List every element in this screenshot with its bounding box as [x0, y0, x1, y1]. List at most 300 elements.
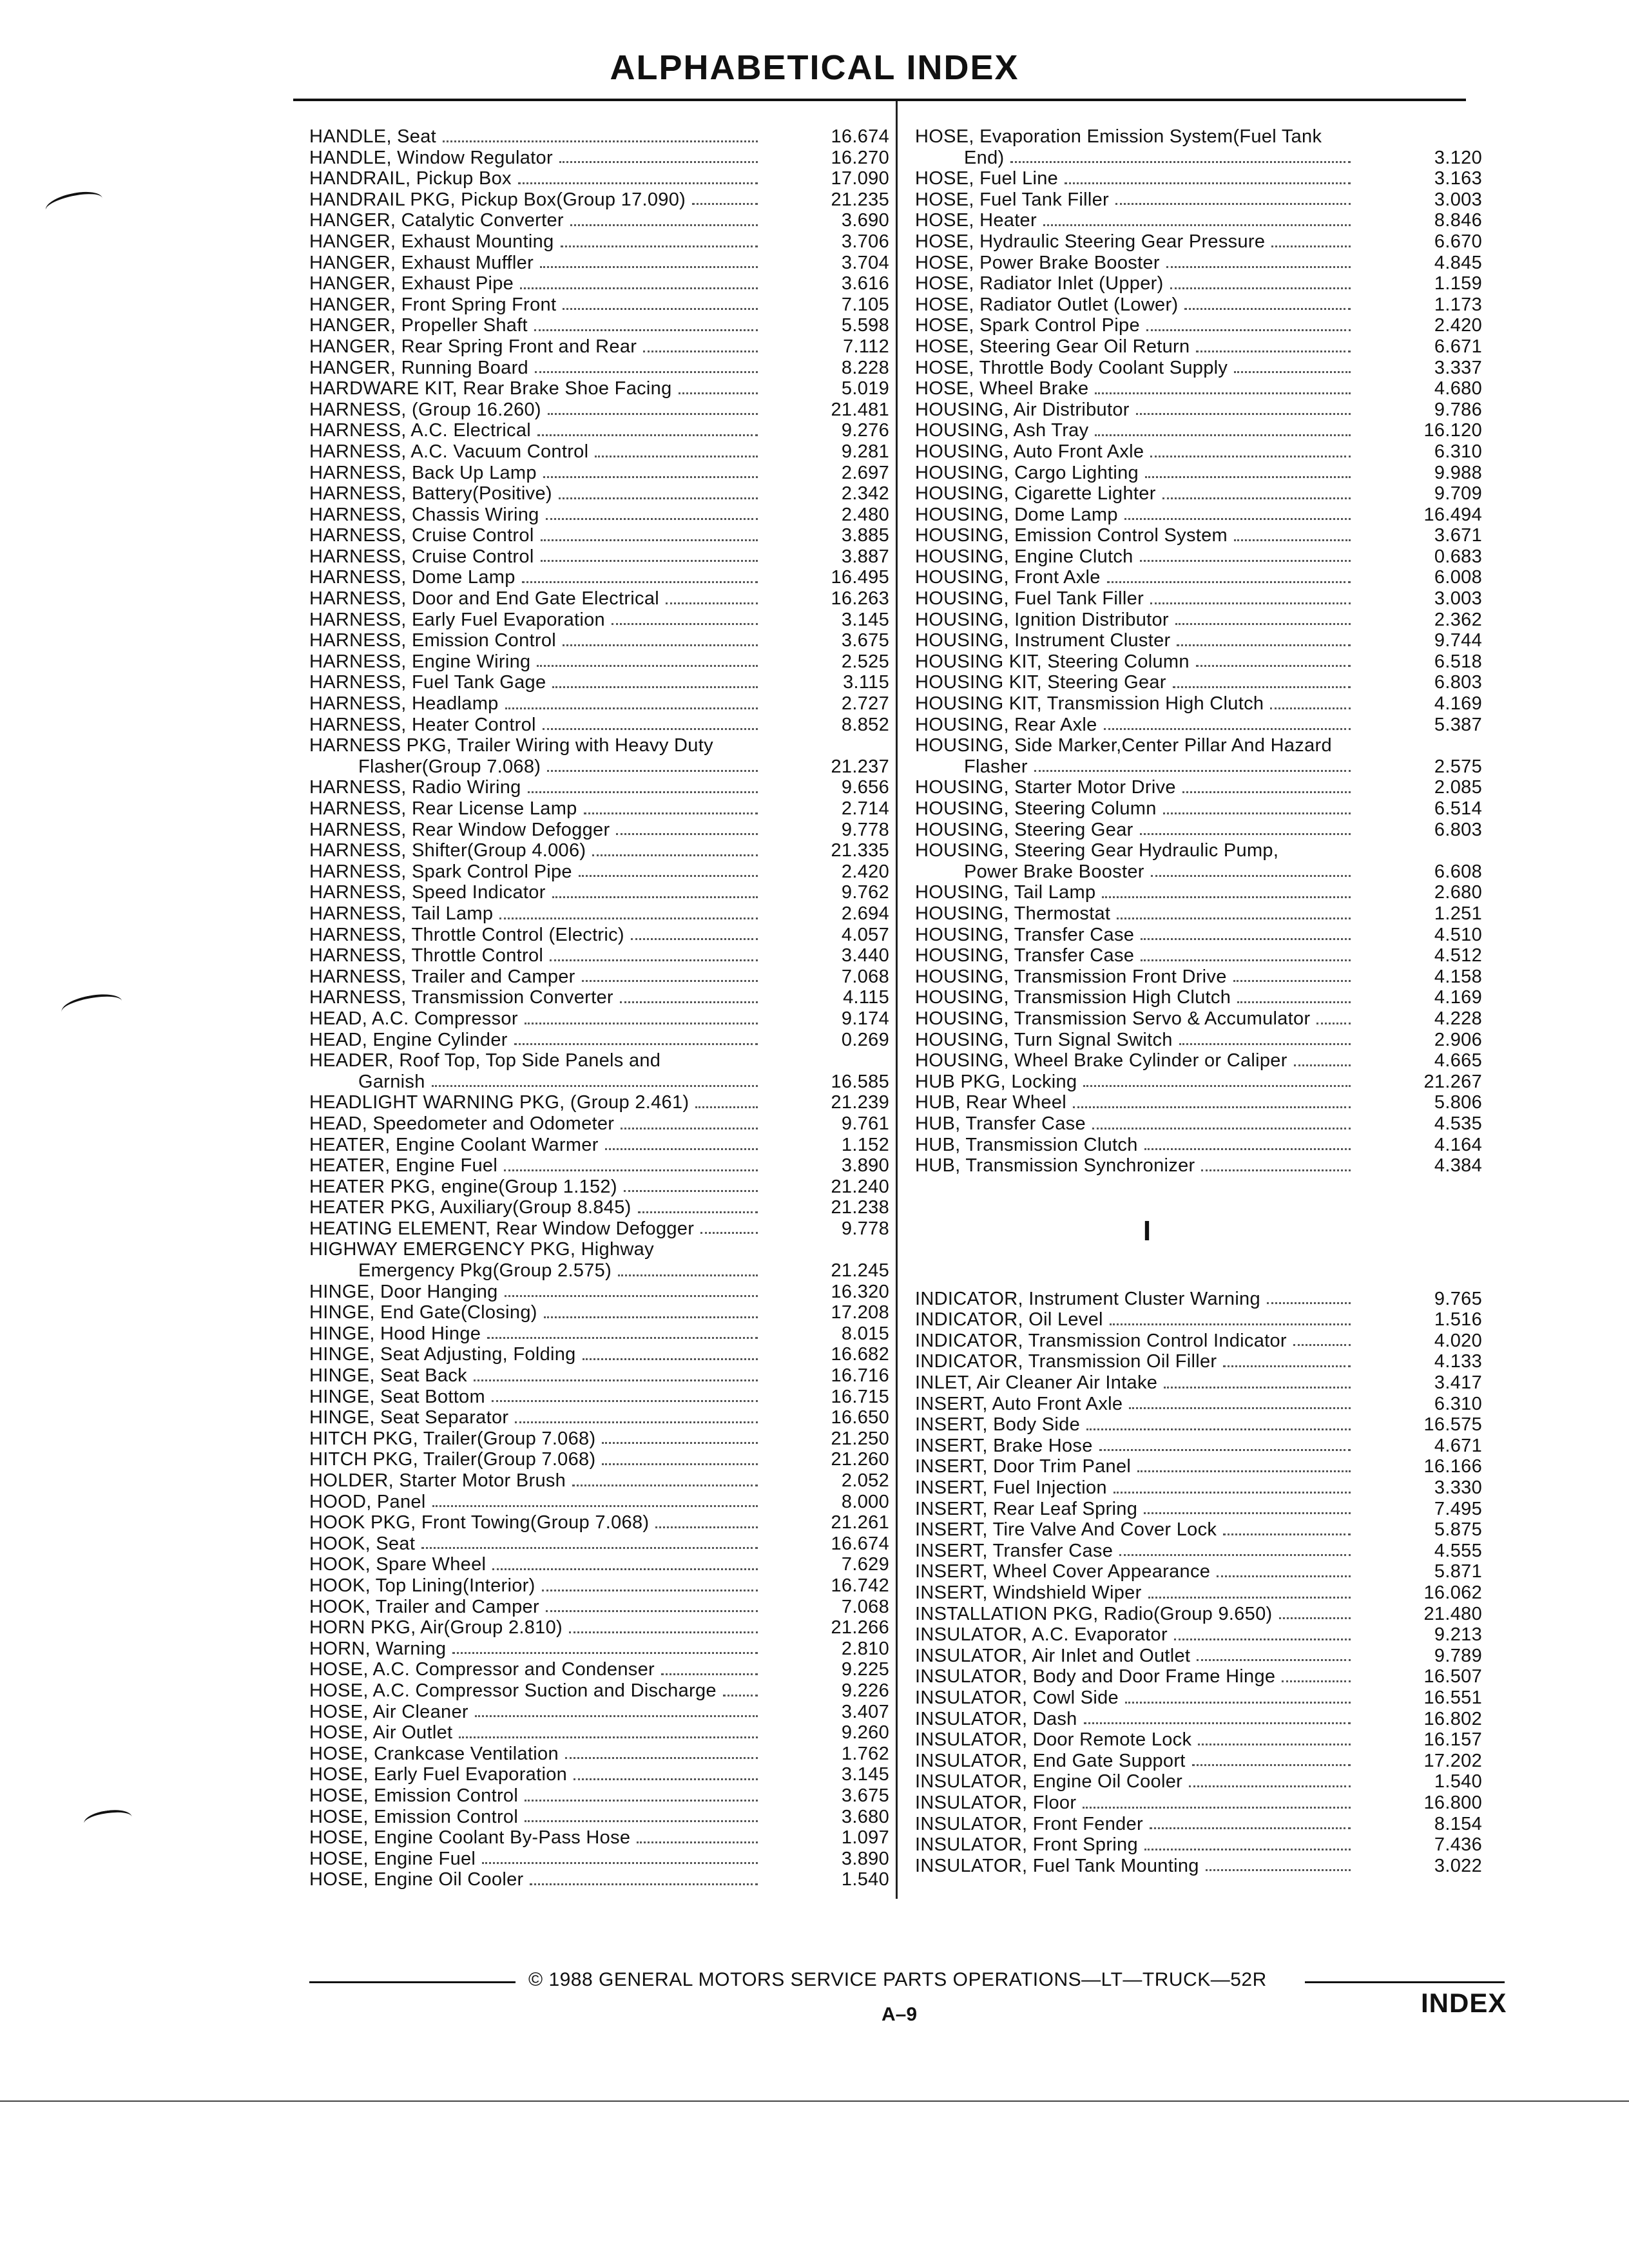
dot-leader — [1175, 623, 1351, 625]
index-entry-page: 6.803 — [1434, 819, 1482, 840]
index-entry-page: 9.213 — [1434, 1624, 1482, 1646]
index-entry — [915, 1519, 1482, 1541]
index-entry-page: 16.802 — [1423, 1708, 1482, 1729]
dot-leader — [612, 623, 758, 625]
index-entry-label: HINGE, Seat Back — [309, 1365, 467, 1387]
index-entry — [915, 315, 1482, 336]
index-entry-page: 9.762 — [841, 882, 889, 903]
dot-leader — [637, 1841, 758, 1843]
index-entry — [309, 420, 889, 441]
dot-leader — [505, 707, 758, 709]
index-entry-label: HARNESS, Transmission Converter — [309, 987, 613, 1008]
dot-leader — [522, 581, 758, 583]
index-entry-page: 4.510 — [1434, 924, 1482, 945]
index-entry — [309, 861, 889, 883]
index-entry-label: HARNESS PKG, Trailer Wiring with Heavy Duty — [309, 735, 713, 756]
dot-leader — [432, 1085, 758, 1087]
index-entry-page: 8.852 — [841, 714, 889, 735]
index-entry-label: HARNESS, A.C. Vacuum Control — [309, 441, 589, 462]
index-entry — [915, 861, 1482, 883]
index-entry — [309, 1533, 889, 1555]
dot-leader — [1092, 1128, 1351, 1129]
index-entry-page: 3.671 — [1434, 525, 1482, 546]
index-entry-label: HORN, Warning — [309, 1638, 447, 1659]
index-entry-page: 9.276 — [841, 420, 889, 441]
dot-leader — [541, 560, 758, 562]
index-entry — [915, 777, 1482, 798]
index-entry — [915, 546, 1482, 568]
index-entry — [309, 1849, 889, 1870]
index-entry — [309, 1659, 889, 1680]
index-entry-page: 3.704 — [841, 252, 889, 273]
index-entry-label: HOUSING, Transmission High Clutch — [915, 987, 1231, 1008]
index-entry — [915, 1814, 1482, 1835]
dot-leader — [563, 308, 758, 310]
index-entry-page: 7.068 — [841, 966, 889, 987]
index-entry-label: INSULATOR, Cowl Side — [915, 1687, 1119, 1708]
index-entry — [309, 1722, 889, 1744]
dot-leader — [1146, 329, 1351, 331]
index-entry-page: 7.436 — [1434, 1834, 1482, 1856]
index-entry-page: 4.158 — [1434, 966, 1482, 987]
index-entry — [309, 1302, 889, 1323]
index-entry-label: HARNESS, Engine Wiring — [309, 651, 531, 672]
index-entry-page: 3.706 — [841, 231, 889, 252]
index-entry — [915, 420, 1482, 441]
index-entry-label: INDICATOR, Oil Level — [915, 1309, 1103, 1331]
index-entry-page: 16.650 — [831, 1407, 889, 1428]
index-entry-page: 21.267 — [1423, 1071, 1482, 1092]
index-entry-label: HEATER, Engine Fuel — [309, 1155, 498, 1177]
index-entry-label: HINGE, Hood Hinge — [309, 1323, 481, 1344]
index-entry — [309, 1597, 889, 1618]
index-entry-label: HOUSING, Steering Column — [915, 798, 1157, 819]
index-entry-label: HOSE, Heater — [915, 210, 1037, 231]
index-entry-page: 6.518 — [1434, 651, 1482, 672]
dot-leader — [579, 875, 758, 877]
index-entry-page: 2.420 — [1434, 315, 1482, 336]
dot-leader — [459, 1736, 758, 1738]
index-entry — [309, 399, 889, 421]
index-entry-page: 4.164 — [1434, 1134, 1482, 1155]
index-entry-page: 1.251 — [1434, 903, 1482, 924]
index-entry-page: 17.202 — [1423, 1750, 1482, 1771]
index-entry-label: HOSE, Steering Gear Oil Return — [915, 336, 1190, 357]
dot-leader — [1271, 245, 1351, 247]
index-entry — [309, 1428, 889, 1450]
dot-leader — [1223, 1533, 1351, 1535]
index-entry-page: 16.742 — [831, 1575, 889, 1596]
dot-leader — [1294, 1064, 1351, 1066]
index-entry-page: 4.115 — [843, 987, 889, 1008]
dot-leader — [1043, 224, 1351, 226]
index-entry-page: 16.062 — [1423, 1582, 1482, 1603]
index-entry — [915, 1289, 1482, 1310]
dot-leader — [1141, 938, 1351, 940]
index-entry — [309, 820, 889, 841]
index-entry-continuation: Flasher — [964, 756, 1028, 777]
dot-leader — [452, 1652, 758, 1654]
dot-leader — [1234, 371, 1351, 373]
dot-leader — [1115, 203, 1351, 205]
index-entry-page: 9.225 — [841, 1659, 889, 1680]
index-entry-page: 6.671 — [1434, 336, 1482, 357]
index-entry-label: HUB, Transmission Clutch — [915, 1134, 1138, 1155]
dot-leader — [692, 203, 758, 205]
dot-leader — [1125, 1702, 1351, 1704]
index-entry — [309, 189, 889, 211]
index-entry-page: 3.417 — [1434, 1372, 1482, 1394]
index-entry-page: 16.682 — [831, 1344, 889, 1365]
index-entry-label: HIGHWAY EMERGENCY PKG, Highway — [309, 1239, 654, 1260]
dot-leader — [616, 833, 758, 835]
index-entry-label: INSERT, Fuel Injection — [915, 1477, 1107, 1499]
index-entry-label: HEATING ELEMENT, Rear Window Defogger — [309, 1218, 695, 1239]
dot-leader — [504, 1169, 758, 1171]
page-number: A–9 — [882, 2004, 918, 2025]
index-entry-page: 16.120 — [1423, 420, 1482, 441]
index-entry — [915, 399, 1482, 421]
index-entry-page: 3.675 — [841, 630, 889, 651]
index-entry-page: 3.163 — [1434, 168, 1482, 189]
scan-mark — [43, 187, 104, 221]
dot-leader — [1095, 392, 1351, 394]
index-entry — [309, 1218, 889, 1240]
dot-leader — [1173, 686, 1351, 688]
index-entry-page: 9.656 — [841, 777, 889, 798]
index-entry-page: 16.585 — [831, 1071, 889, 1092]
index-entry — [309, 1030, 889, 1051]
dot-leader — [1196, 351, 1351, 352]
index-entry-label: HARNESS, Battery(Positive) — [309, 483, 552, 505]
index-entry-page: 9.281 — [841, 441, 889, 462]
index-entry-page: 8.015 — [841, 1323, 889, 1344]
dot-leader — [1137, 1470, 1351, 1472]
index-entry-label: HOOK PKG, Front Towing(Group 7.068) — [309, 1512, 650, 1533]
index-entry-label: HOOD, Panel — [309, 1491, 426, 1512]
index-entry-page: 4.665 — [1434, 1050, 1482, 1072]
dot-leader — [541, 539, 758, 541]
index-entry-label: INSERT, Rear Leaf Spring — [915, 1498, 1138, 1519]
index-entry-label: INSULATOR, Door Remote Lock — [915, 1729, 1192, 1751]
index-entry — [309, 1197, 889, 1218]
index-entry — [309, 1470, 889, 1492]
index-entry-page: 8.000 — [841, 1491, 889, 1512]
index-entry-label: HOSE, Hydraulic Steering Gear Pressure — [915, 231, 1266, 252]
index-entry-label: HINGE, Seat Adjusting, Folding — [309, 1344, 576, 1365]
index-entry — [915, 1331, 1482, 1352]
index-entry — [309, 1135, 889, 1156]
header-rule — [293, 99, 1466, 101]
index-entry-page: 0.683 — [1434, 546, 1482, 567]
dot-leader — [548, 413, 758, 415]
dot-leader — [1010, 161, 1351, 163]
dot-leader — [621, 1128, 758, 1129]
index-entry-label: HOSE, Engine Oil Cooler — [309, 1869, 524, 1890]
index-entry-page: 21.261 — [831, 1512, 889, 1533]
dot-leader — [515, 1421, 758, 1423]
index-entry-label: HOUSING, Air Distributor — [915, 399, 1130, 420]
index-entry — [309, 336, 889, 358]
index-entry-page: 2.085 — [1434, 777, 1482, 798]
index-entry-label: HEATER PKG, Auxiliary(Group 8.845) — [309, 1197, 631, 1218]
index-entry-page: 2.575 — [1434, 756, 1482, 777]
index-entry — [915, 210, 1482, 231]
index-entry-page: 4.845 — [1434, 252, 1482, 273]
index-entry-page: 4.671 — [1434, 1435, 1482, 1456]
index-entry-label: HEATER, Engine Coolant Warmer — [309, 1134, 599, 1155]
dot-leader — [547, 770, 758, 772]
index-entry-page: 2.697 — [841, 462, 889, 483]
index-entry-label: HOSE, Early Fuel Evaporation — [309, 1764, 568, 1785]
index-entry — [309, 378, 889, 399]
index-entry-label: INSULATOR, Body and Door Frame Hinge — [915, 1666, 1276, 1687]
index-entry-page: 17.208 — [831, 1302, 889, 1323]
index-entry-label: HOUSING, Steering Gear Hydraulic Pump, — [915, 840, 1279, 861]
index-entry — [309, 693, 889, 715]
dot-leader — [1141, 959, 1351, 961]
index-entry-label: HOSE, Emission Control — [309, 1806, 519, 1827]
dot-leader — [514, 1043, 758, 1045]
index-entry-page: 21.235 — [831, 189, 889, 210]
index-entry-page: 16.715 — [831, 1386, 889, 1407]
index-entry-page: 2.342 — [841, 483, 889, 505]
index-entry-page: 9.260 — [841, 1722, 889, 1744]
footer-rule-right — [1305, 1981, 1505, 1983]
index-entry-label: HOSE, Air Cleaner — [309, 1701, 468, 1722]
dot-leader — [1206, 1869, 1351, 1871]
index-entry-label: HOSE, Engine Coolant By-Pass Hose — [309, 1827, 631, 1849]
index-entry-label: HOUSING, Thermostat — [915, 903, 1111, 924]
index-entry-label: HANGER, Catalytic Converter — [309, 210, 564, 231]
page-title: ALPHABETICAL INDEX — [610, 48, 1019, 87]
index-entry-page: 4.512 — [1434, 945, 1482, 966]
index-entry-label: INSULATOR, End Gate Support — [915, 1750, 1186, 1771]
index-entry-label: HANDLE, Window Regulator — [309, 147, 553, 168]
dot-leader — [563, 644, 758, 646]
index-entry — [309, 1113, 889, 1135]
left-index-column — [309, 126, 889, 1890]
column-divider — [896, 101, 898, 1899]
dot-leader — [1164, 1387, 1351, 1389]
index-entry-label: INSULATOR, Front Fender — [915, 1813, 1143, 1834]
index-entry — [915, 1834, 1482, 1856]
index-entry — [309, 358, 889, 379]
dot-leader — [535, 371, 758, 373]
index-entry-page: 3.330 — [1434, 1477, 1482, 1499]
index-entry-label: HOUSING, Tail Lamp — [915, 882, 1096, 903]
index-entry-label: HUB PKG, Locking — [915, 1071, 1077, 1092]
index-entry-label: HOOK, Spare Wheel — [309, 1554, 487, 1575]
index-entry-label: HOUSING, Cigarette Lighter — [915, 483, 1156, 505]
index-entry — [309, 567, 889, 588]
dot-leader — [1162, 497, 1351, 499]
index-entry-label: HARNESS, A.C. Electrical — [309, 420, 532, 441]
dot-leader — [661, 1673, 758, 1675]
index-entry — [915, 1309, 1482, 1331]
dot-leader — [643, 351, 758, 352]
dot-leader — [1145, 476, 1351, 478]
dot-leader — [552, 686, 758, 688]
index-entry-page: 3.407 — [841, 1701, 889, 1722]
index-entry-page: 3.887 — [841, 546, 889, 567]
dot-leader — [1083, 1807, 1351, 1809]
index-entry-label: HARNESS, Tail Lamp — [309, 903, 494, 924]
dot-leader — [584, 812, 758, 814]
index-entry-page: 5.387 — [1434, 714, 1482, 735]
index-entry-label: HOOK, Seat — [309, 1533, 416, 1554]
dot-leader — [618, 1274, 758, 1276]
index-entry-page: 7.112 — [843, 336, 889, 357]
index-entry-label: HARNESS, Rear Window Defogger — [309, 819, 610, 840]
index-entry — [309, 1387, 889, 1408]
dot-leader — [1197, 1659, 1351, 1661]
index-entry — [309, 1744, 889, 1765]
index-entry-page: 21.260 — [831, 1449, 889, 1470]
index-entry — [309, 546, 889, 568]
index-entry-page: 6.670 — [1434, 231, 1482, 252]
dot-leader — [565, 1757, 758, 1759]
index-entry-label: HOSE, Radiator Inlet (Upper) — [915, 273, 1164, 294]
index-entry-page: 2.525 — [841, 651, 889, 672]
index-entry — [915, 1856, 1482, 1877]
index-entry-label: HARNESS, Dome Lamp — [309, 567, 516, 588]
dot-leader — [1184, 308, 1351, 310]
dot-leader — [1104, 728, 1351, 730]
index-entry-page: 3.690 — [841, 210, 889, 231]
index-entry — [915, 1709, 1482, 1730]
dot-leader — [492, 1568, 758, 1570]
index-entry — [309, 1554, 889, 1575]
dot-leader — [559, 497, 758, 499]
index-entry-label: HOUSING, Ignition Distributor — [915, 609, 1169, 630]
index-entry — [915, 253, 1482, 274]
index-entry — [915, 1624, 1482, 1646]
index-entry-page: 21.237 — [831, 756, 889, 777]
index-entry — [309, 715, 889, 736]
dot-leader — [572, 1485, 758, 1486]
index-entry-page: 21.250 — [831, 1428, 889, 1449]
dot-leader — [1282, 1680, 1351, 1682]
index-entry — [309, 463, 889, 484]
index-entry-label: HINGE, Door Hanging — [309, 1281, 498, 1302]
index-entry — [915, 903, 1482, 925]
index-entry-label: INSULATOR, A.C. Evaporator — [915, 1624, 1168, 1646]
index-entry-page: 2.694 — [841, 903, 889, 924]
index-entry-label: HARNESS, Radio Wiring — [309, 777, 521, 798]
index-entry-label: INSERT, Brake Hose — [915, 1435, 1093, 1456]
index-entry-page: 3.440 — [841, 945, 889, 966]
index-entry — [915, 378, 1482, 399]
dot-leader — [1179, 1043, 1351, 1045]
index-entry — [309, 1282, 889, 1303]
dot-leader — [570, 224, 758, 226]
index-entry — [915, 1729, 1482, 1751]
index-entry-page: 1.540 — [841, 1869, 889, 1890]
index-entry — [309, 651, 889, 673]
index-entry-continuation: Flasher(Group 7.068) — [358, 756, 541, 777]
index-entry-label: HANGER, Exhaust Pipe — [309, 273, 514, 294]
index-entry — [309, 903, 889, 925]
index-entry — [915, 189, 1482, 211]
scan-mark — [82, 1807, 133, 1833]
index-entry-label: HOUSING, Ash Tray — [915, 420, 1089, 441]
index-entry — [915, 630, 1482, 651]
index-entry-label: INDICATOR, Instrument Cluster Warning — [915, 1288, 1260, 1309]
i-entries — [915, 1289, 1482, 1877]
index-entry-label: HITCH PKG, Trailer(Group 7.068) — [309, 1428, 596, 1449]
index-entry-page: 21.481 — [831, 399, 889, 420]
index-entry-page: 4.133 — [1434, 1351, 1482, 1372]
index-entry — [915, 148, 1482, 169]
index-entry-label: HANGER, Running Board — [309, 357, 528, 378]
dot-leader — [582, 980, 758, 982]
dot-leader — [1170, 287, 1351, 289]
index-entry-label: HOSE, A.C. Compressor Suction and Discharge — [309, 1680, 717, 1701]
index-entry — [915, 945, 1482, 966]
dot-leader — [583, 1358, 758, 1360]
index-entry — [309, 1407, 889, 1428]
index-entry-label: HARNESS, Throttle Control — [309, 945, 544, 966]
index-entry — [915, 1604, 1482, 1625]
dot-leader — [544, 1316, 758, 1318]
index-entry — [915, 1477, 1482, 1499]
dot-leader — [1182, 791, 1351, 793]
index-entry — [309, 798, 889, 820]
index-entry-page: 4.384 — [1434, 1155, 1482, 1177]
dot-leader — [1110, 1323, 1351, 1325]
dot-leader — [1140, 560, 1351, 562]
index-entry — [309, 126, 889, 148]
index-entry-label: HOSE, Power Brake Booster — [915, 252, 1160, 273]
index-entry-label: INDICATOR, Transmission Oil Filler — [915, 1351, 1217, 1372]
index-entry — [915, 231, 1482, 253]
index-entry-label: INSERT, Transfer Case — [915, 1540, 1113, 1561]
dot-leader — [1150, 1827, 1351, 1829]
index-entry-label: HOUSING KIT, Transmission High Clutch — [915, 693, 1264, 715]
index-entry-page: 2.420 — [841, 861, 889, 882]
index-entry — [915, 672, 1482, 693]
dot-leader — [631, 938, 758, 940]
index-entry — [915, 441, 1482, 463]
index-entry-label: INSERT, Windshield Wiper — [915, 1582, 1142, 1603]
index-entry — [915, 1646, 1482, 1667]
index-entry — [915, 651, 1482, 673]
dot-leader — [1107, 581, 1351, 583]
index-entry — [915, 483, 1482, 505]
index-entry-page: 3.890 — [841, 1848, 889, 1869]
index-entry — [915, 1113, 1482, 1135]
index-entry-page: 4.555 — [1434, 1540, 1482, 1561]
index-entry-label: HOUSING, Wheel Brake Cylinder or Caliper — [915, 1050, 1287, 1072]
index-entry — [309, 925, 889, 946]
index-entry-label: INDICATOR, Transmission Control Indicator — [915, 1330, 1287, 1351]
index-entry-label: HOSE, Engine Fuel — [309, 1848, 476, 1869]
index-entry — [915, 1050, 1482, 1072]
index-entry-page: 9.765 — [1434, 1288, 1482, 1309]
index-entry-page: 16.575 — [1423, 1414, 1482, 1436]
index-entry-page: 21.238 — [831, 1197, 889, 1218]
index-entry-page: 3.120 — [1434, 147, 1482, 168]
index-entry-label: HOSE, Air Outlet — [309, 1722, 453, 1744]
index-entry — [915, 1135, 1482, 1156]
index-entry-label: HOUSING, Transmission Front Drive — [915, 966, 1227, 987]
index-entry-continuation: Garnish — [358, 1071, 425, 1092]
dot-leader — [546, 1610, 758, 1612]
index-entry — [915, 966, 1482, 988]
index-entry-page: 9.226 — [841, 1680, 889, 1701]
index-entry — [309, 525, 889, 546]
